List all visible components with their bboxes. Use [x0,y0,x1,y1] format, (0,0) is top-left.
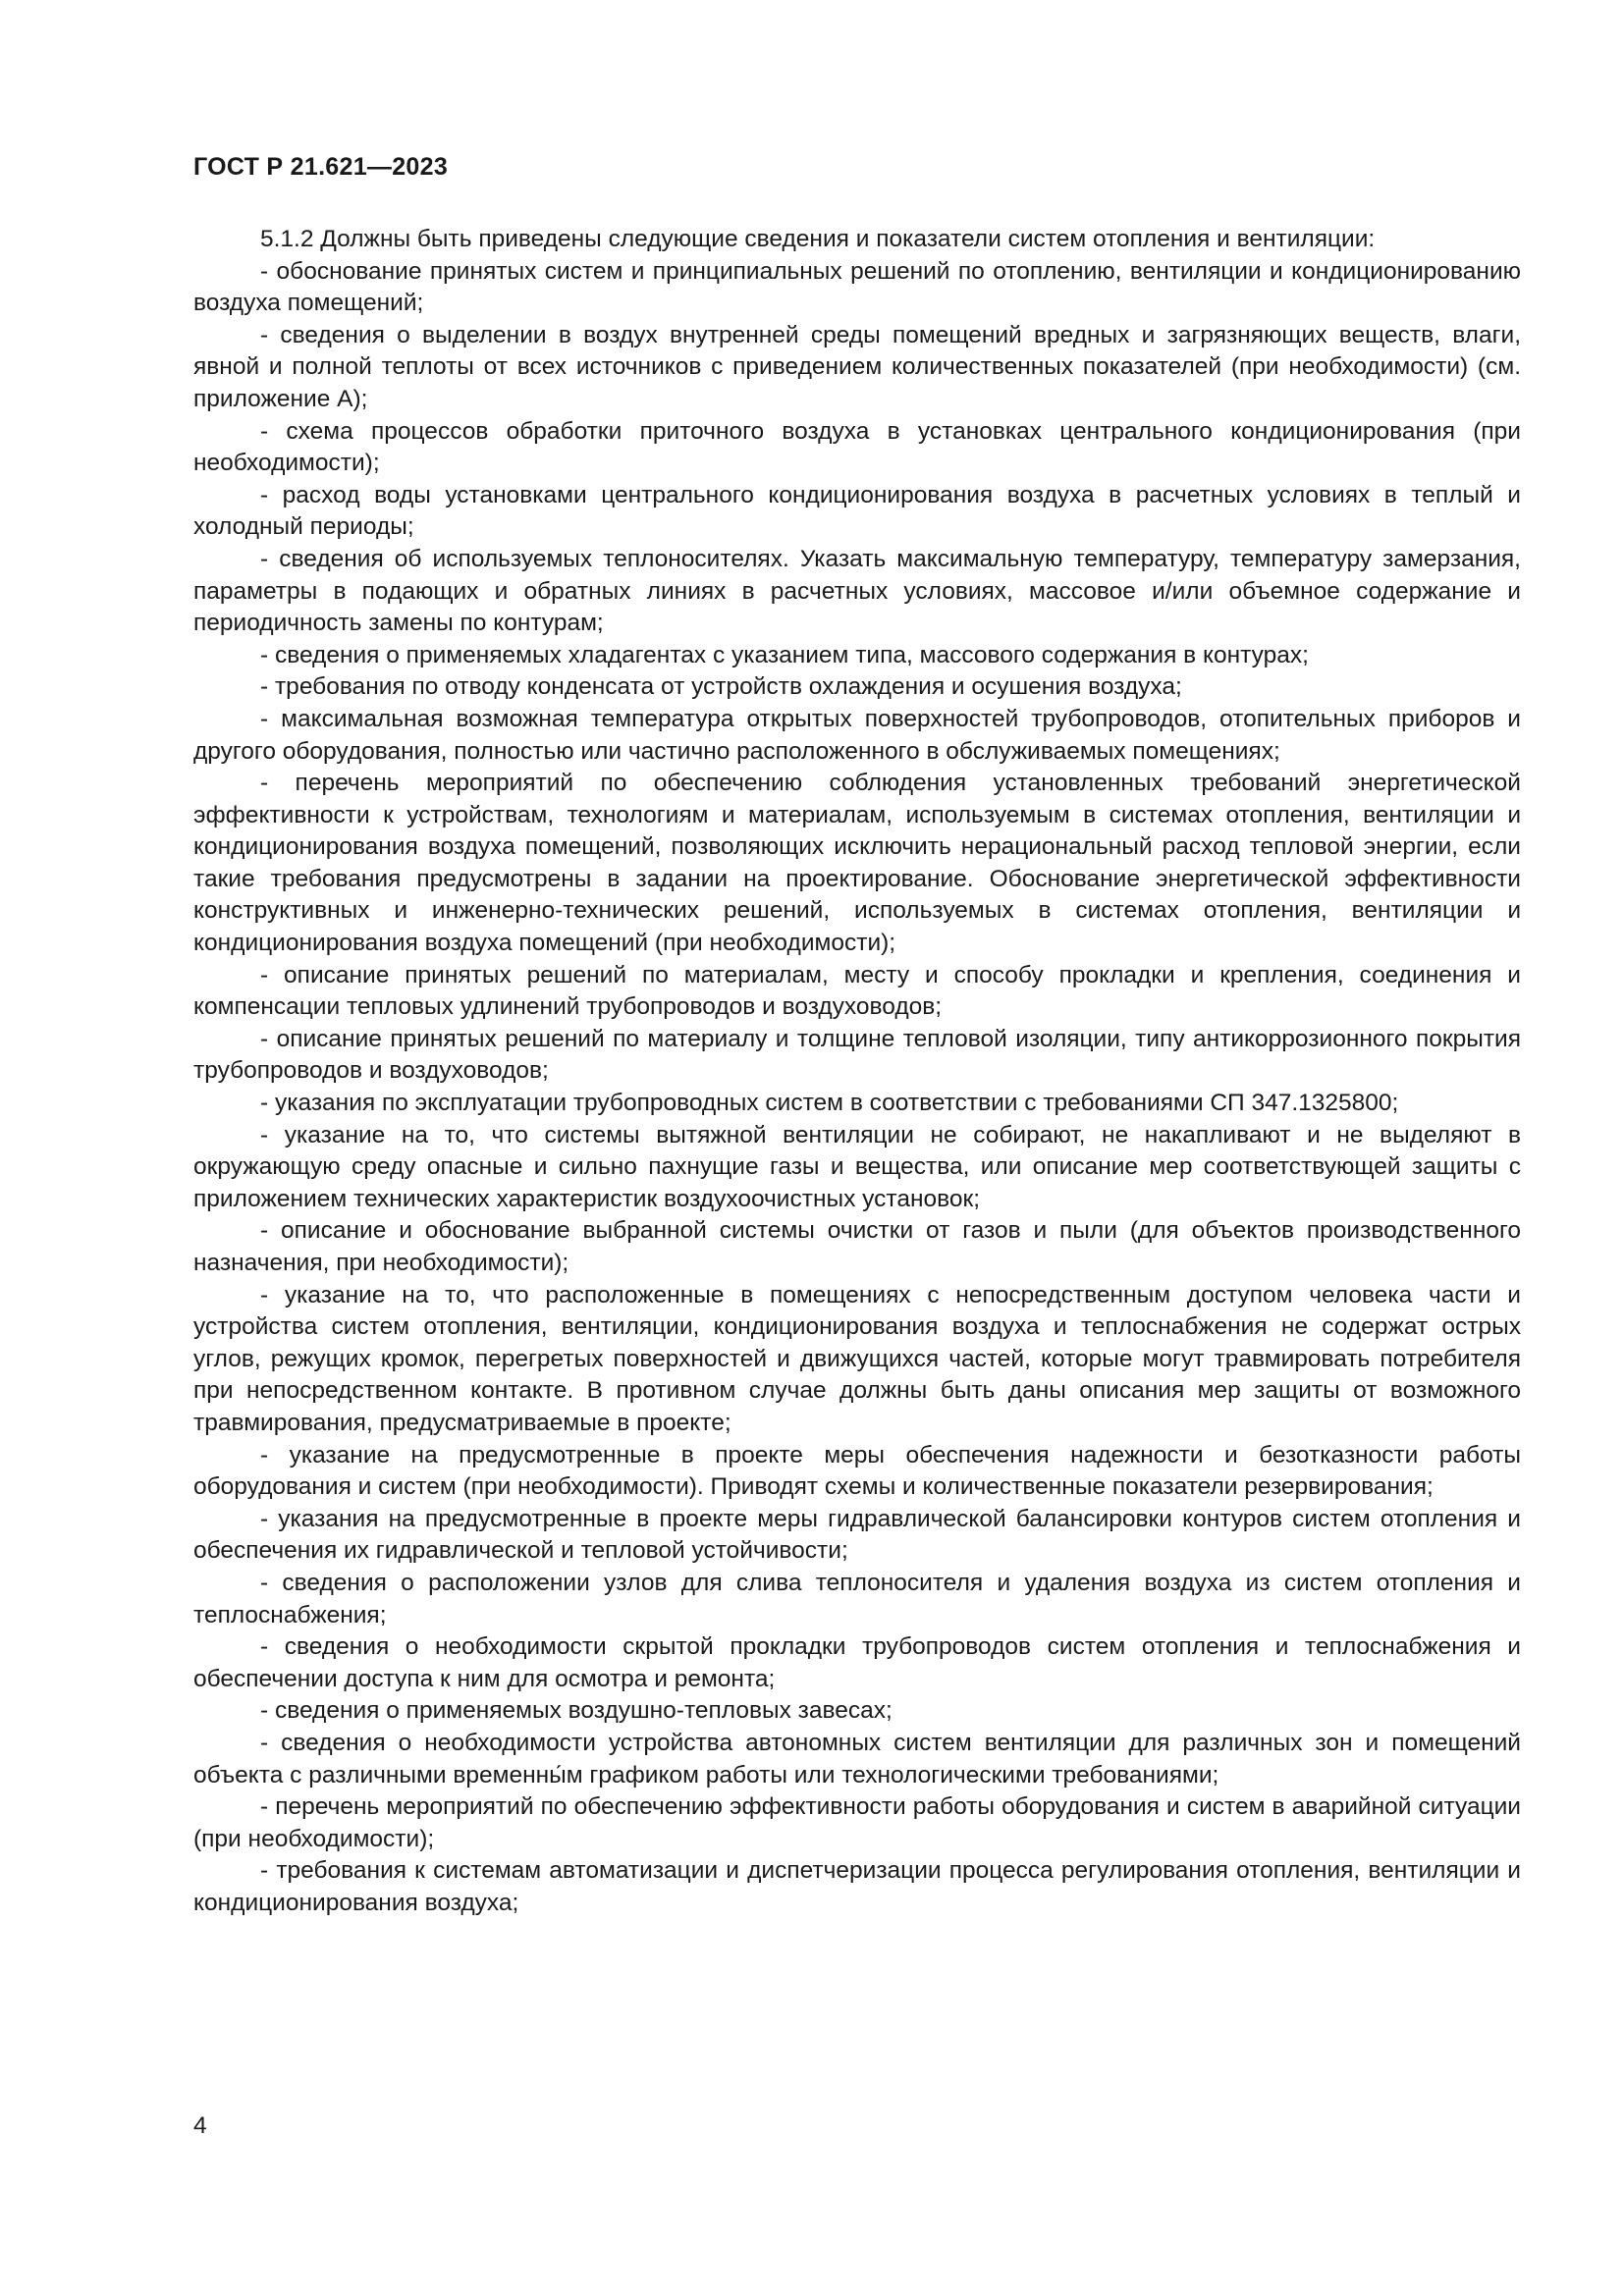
list-item: - требования по отводу конденсата от устройств охлаждения и осушения воздуха; [260,673,1182,701]
list-item: - сведения о применяемых хладагентах с указанием типа, массового содержания в контурах; [260,641,1309,668]
list-item: - требования к системам автоматизации и диспетчеризации процесса регулирования отопления, вентиляции и кондиционирования воздуха; [193,1857,1521,1916]
list-item: - сведения о выделении в воздух внутренней среды помещений вредных и загрязняющих веществ, влаги, явной и полной теплоты от всех источников с приведением количественных показателей (при необходимости) (см. приложение А); [193,321,1521,412]
list-item: - сведения о необходимости скрытой прокладки трубопроводов систем отопления и теплоснабжения и обеспечении доступа к ним для осмотра и ремонта; [193,1633,1521,1692]
list-item: - описание и обоснование выбранной системы очистки от газов и пыли (для объектов производственного назначения, при необходимости); [193,1217,1521,1276]
list-item: - сведения о расположении узлов для слива теплоносителя и удаления воздуха из систем отопления и теплоснабжения; [193,1569,1521,1629]
list-item: - указания на предусмотренные в проекте меры гидравлической балансировки контуров систем отопления и обеспечения их гидравлической и тепловой устойчивости; [193,1505,1521,1565]
document-header: ГОСТ Р 21.621—2023 [193,153,449,181]
list-item: - указание на предусмотренные в проекте меры обеспечения надежности и безотказности работы оборудования и систем (при необходимости). Приводят схемы и количественные показатели резервирования; [193,1441,1521,1501]
document-body [193,224,1521,1919]
list-item: - указание на то, что расположенные в помещениях с непосредственным доступом человека части и устройства систем отопления, вентиляции, кондиционирования воздуха и теплоснабжения не содержат острых углов, режущих кромок, перегретых поверхностей и движущихся частей, которые могут травмировать потребителя при непосредственном контакте. В противном случае должны быть даны описания мер защиты от возможного травмирования, предусматриваемые в проекте; [193,1281,1521,1436]
list-item: - указание на то, что системы вытяжной вентиляции не собирают, не накапливают и не выделяют в окружающую среду опасные и сильно пахнущие газы и вещества, или описание мер соответствующей защиты с приложением технических характеристик воздухоочистных установок; [193,1121,1521,1212]
list-item: - обоснование принятых систем и принципиальных решений по отоплению, вентиляции и кондиционированию воздуха помещений; [193,257,1521,317]
list-item: - сведения о необходимости устройства автономных систем вентиляции для различных зон и помещений объекта с различными временны́м графиком работы или технологическими требованиями; [193,1729,1521,1789]
list-item: - сведения об используемых теплоносителях. Указать максимальную температуру, температуру замерзания, параметры в подающих и обратных линиях в расчетных условиях, массовое и/или объемное содержание и периодичность замены по контурам; [193,545,1521,637]
list-item: - описание принятых решений по материалу и толщине тепловой изоляции, типу антикоррозионного покрытия трубопроводов и воздуховодов; [193,1025,1521,1085]
list-item: - указания по эксплуатации трубопроводных систем в соответствии с требованиями СП 347.1325800; [260,1090,1399,1117]
list-item: - описание принятых решений по материалам, месту и способу прокладки и крепления, соединения и компенсации тепловых удлинений трубопроводов и воздуховодов; [193,961,1521,1021]
page-number: 4 [193,2112,207,2139]
list-item: - сведения о применяемых воздушно-тепловых завесах; [260,1697,893,1725]
list-item: - перечень мероприятий по обеспечению соблюдения установленных требований энергетической эффективности к устройствам, технологиям и материалам, используемым в системах отопления, вентиляции и кондиционирования воздуха помещений, позволяющих исключить нерациональный расход тепловой энергии, если такие требования предусмотрены в задании на проектирование. Обоснование энергетической эффективности конструктивных и инженерно-технических решений, используемых в системах отопления, вентиляции и кондиционирования воздуха помещений (при необходимости); [193,770,1521,957]
list-item: - перечень мероприятий по обеспечению эффективности работы оборудования и систем в аварийной ситуации (при необходимости); [193,1793,1521,1852]
list-item: - схема процессов обработки приточного воздуха в установках центрального кондиционирования (при необходимости); [193,417,1521,477]
list-item: - максимальная возможная температура открытых поверхностей трубопроводов, отопительных приборов и другого оборудования, полностью или частично расположенного в обслуживаемых помещениях; [193,705,1521,765]
section-paragraph: 5.1.2 Должны быть приведены следующие сведения и показатели систем отопления и вентиляции: [260,226,1376,252]
list-item: - расход воды установками центрального кондиционирования воздуха в расчетных условиях в теплый и холодный периоды; [193,481,1521,541]
